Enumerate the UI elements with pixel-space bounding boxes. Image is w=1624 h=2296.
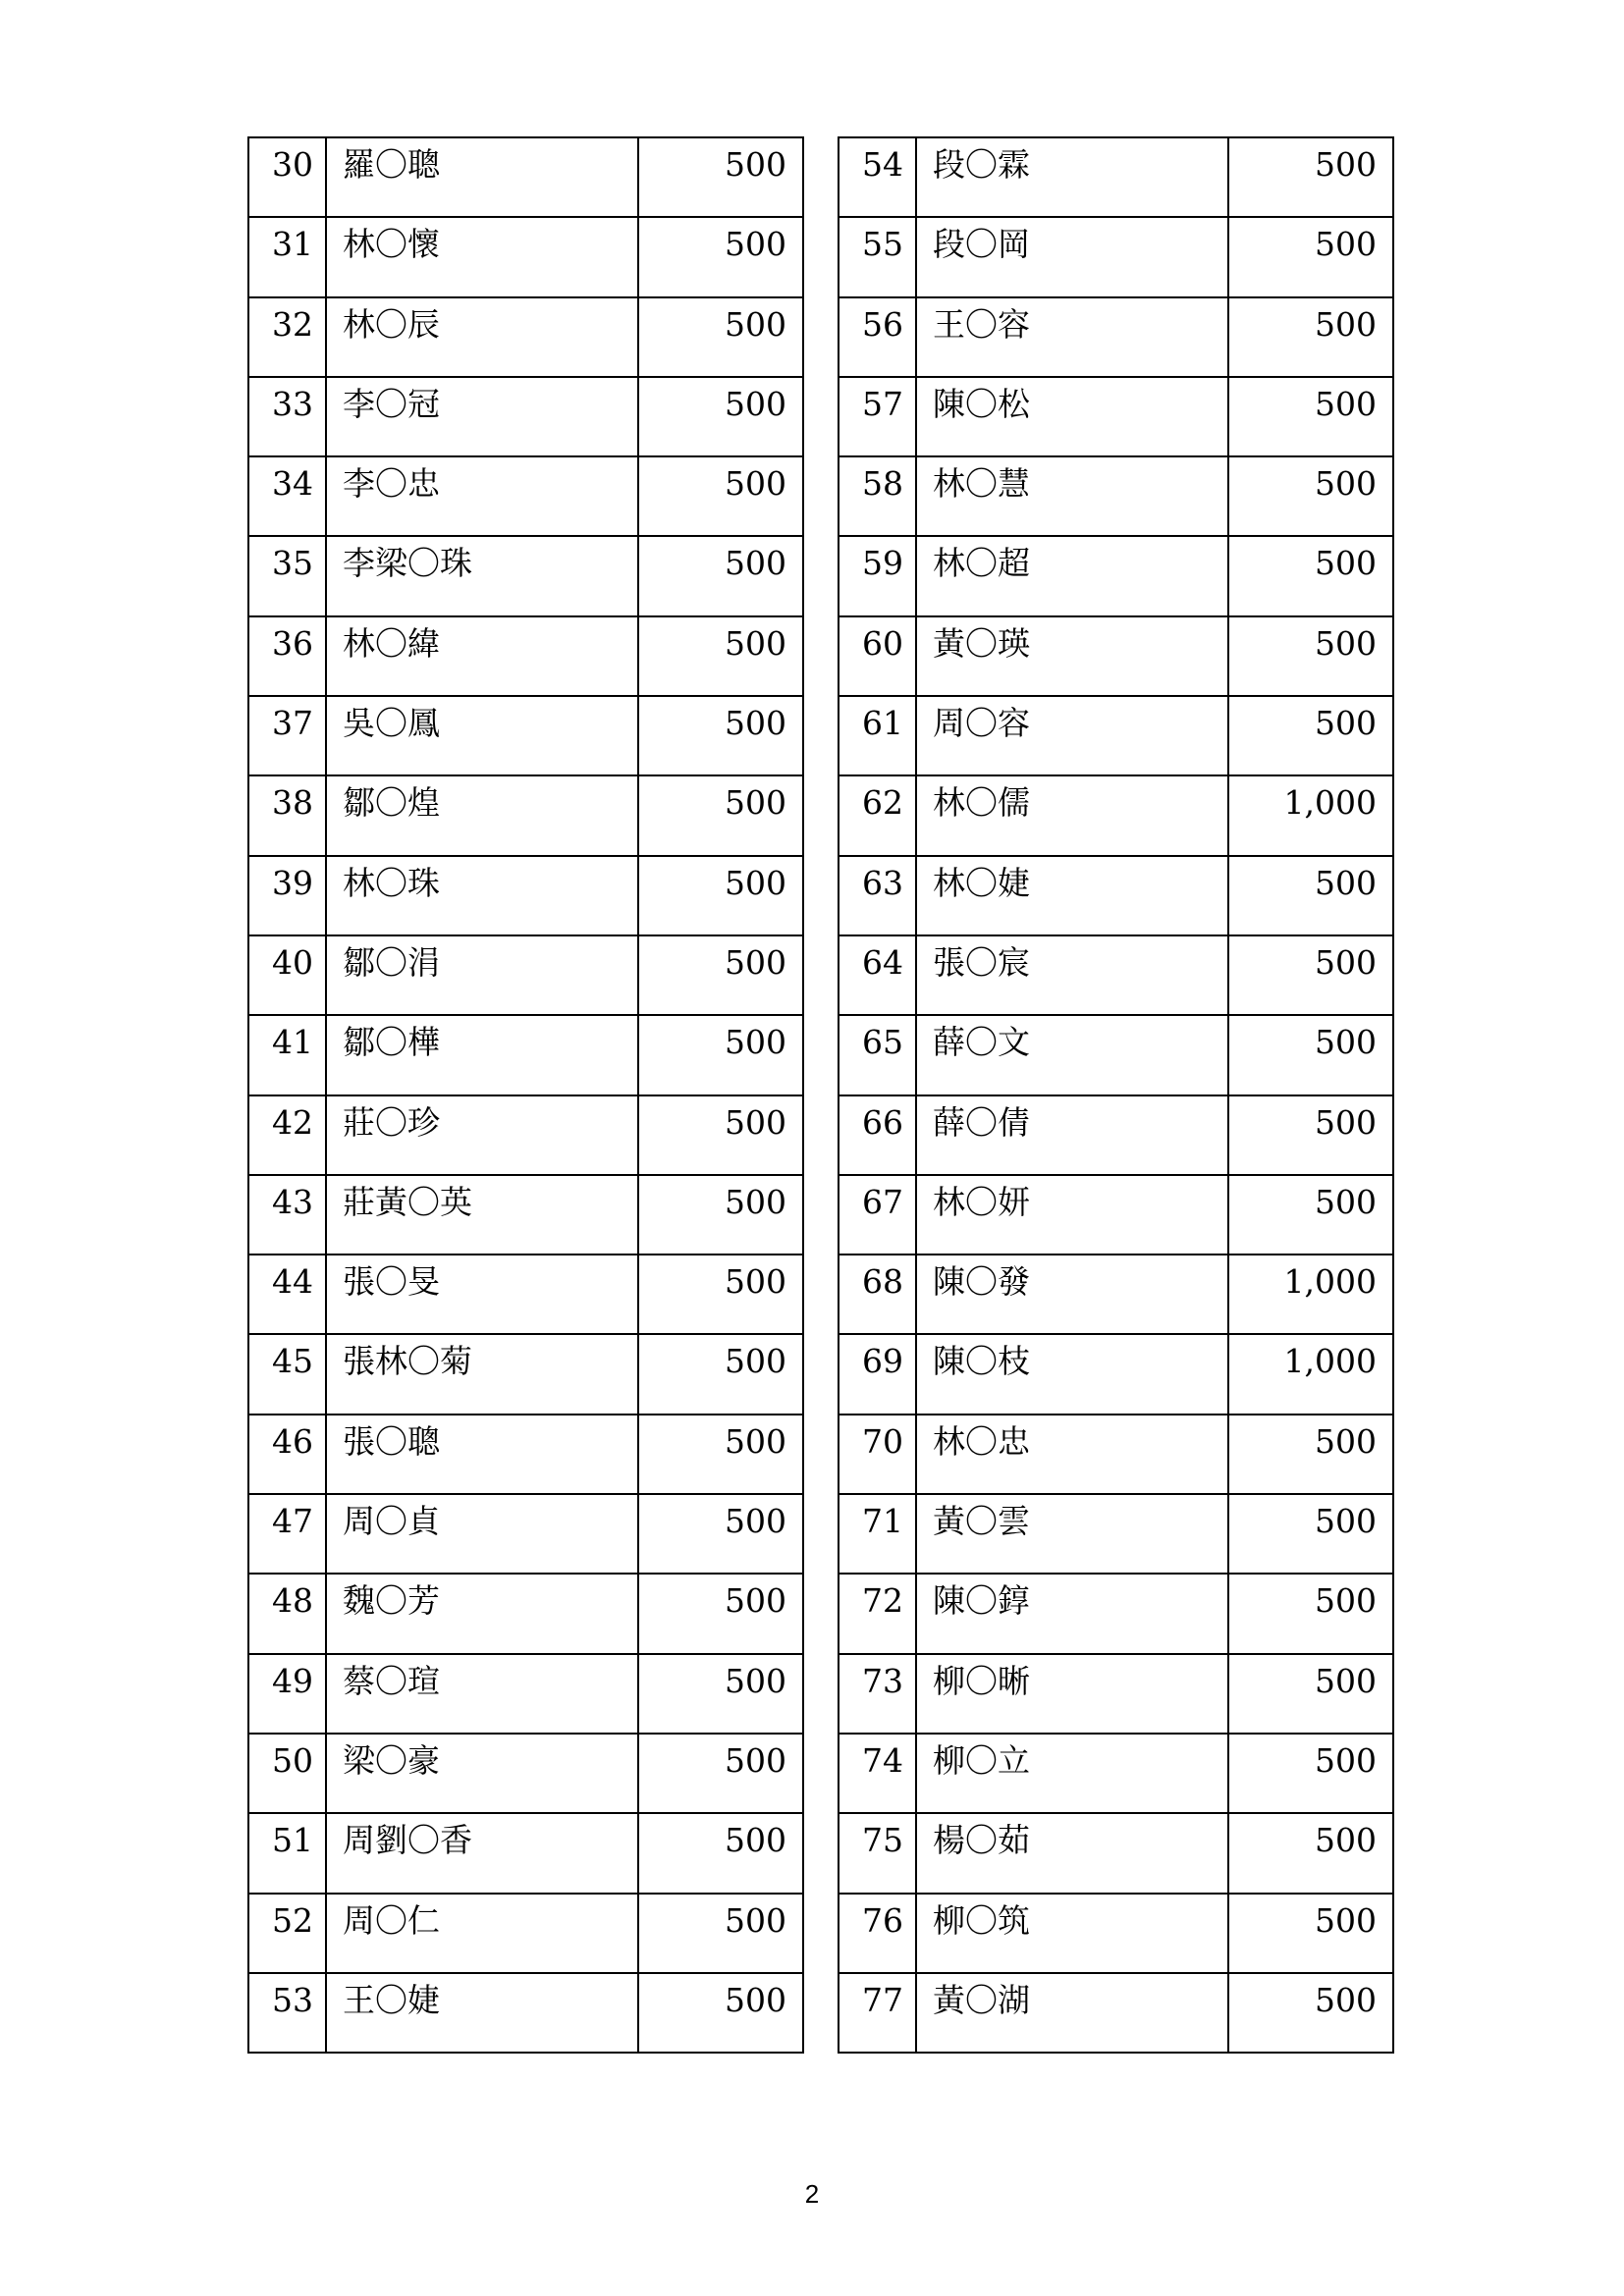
row-number: 42 — [248, 1095, 326, 1175]
donation-amount: 500 — [1228, 1415, 1393, 1494]
donor-name: 李〇忠 — [326, 456, 638, 536]
donor-name: 鄒〇樺 — [326, 1015, 638, 1095]
donor-name: 柳〇立 — [916, 1734, 1228, 1813]
donation-amount: 500 — [638, 1175, 803, 1255]
table-row — [839, 1973, 1393, 2053]
row-number: 77 — [839, 1973, 916, 2053]
donation-amount: 500 — [1228, 137, 1393, 217]
donor-name: 蔡〇瑄 — [326, 1654, 638, 1734]
donor-table-left-body — [248, 137, 803, 2053]
donation-amount: 500 — [638, 935, 803, 1015]
donation-amount: 500 — [638, 536, 803, 615]
row-number: 67 — [839, 1175, 916, 1255]
row-number: 34 — [248, 456, 326, 536]
table-row — [248, 137, 803, 217]
table-row — [839, 1334, 1393, 1414]
table-row — [839, 1255, 1393, 1334]
table-row — [839, 616, 1393, 696]
row-number: 39 — [248, 856, 326, 935]
donation-amount: 500 — [638, 1415, 803, 1494]
table-row — [839, 217, 1393, 296]
donor-name: 莊〇珍 — [326, 1095, 638, 1175]
donor-name: 林〇婕 — [916, 856, 1228, 935]
donation-amount: 500 — [1228, 1654, 1393, 1734]
donation-amount: 500 — [638, 1015, 803, 1095]
table-row — [839, 1654, 1393, 1734]
table-row — [248, 1894, 803, 1973]
donor-name: 林〇辰 — [326, 297, 638, 377]
donor-name: 黃〇瑛 — [916, 616, 1228, 696]
row-number: 41 — [248, 1015, 326, 1095]
donation-amount: 500 — [638, 1574, 803, 1653]
donation-amount: 500 — [638, 1334, 803, 1414]
table-row — [839, 1734, 1393, 1813]
table-row — [248, 1175, 803, 1255]
table-row — [839, 536, 1393, 615]
page-number: 2 — [804, 2179, 820, 2209]
row-number: 35 — [248, 536, 326, 615]
donor-name: 林〇忠 — [916, 1415, 1228, 1494]
table-row — [839, 377, 1393, 456]
table-row — [248, 1574, 803, 1653]
table-row — [839, 1813, 1393, 1893]
row-number: 66 — [839, 1095, 916, 1175]
row-number: 51 — [248, 1813, 326, 1893]
table-row — [248, 1415, 803, 1494]
row-number: 73 — [839, 1654, 916, 1734]
donation-amount: 500 — [1228, 536, 1393, 615]
row-number: 55 — [839, 217, 916, 296]
donation-amount: 500 — [1228, 1175, 1393, 1255]
donation-amount: 500 — [1228, 456, 1393, 536]
donor-name: 林〇慧 — [916, 456, 1228, 536]
table-row — [248, 1494, 803, 1574]
donor-name: 陳〇松 — [916, 377, 1228, 456]
table-row — [839, 137, 1393, 217]
row-number: 75 — [839, 1813, 916, 1893]
table-row — [248, 935, 803, 1015]
donation-amount: 500 — [638, 856, 803, 935]
table-row — [248, 1334, 803, 1414]
row-number: 54 — [839, 137, 916, 217]
donor-name: 梁〇豪 — [326, 1734, 638, 1813]
donor-name: 陳〇發 — [916, 1255, 1228, 1334]
donation-amount: 500 — [638, 1813, 803, 1893]
donation-amount: 500 — [1228, 377, 1393, 456]
donation-amount: 1,000 — [1228, 1334, 1393, 1414]
donor-name: 張林〇菊 — [326, 1334, 638, 1414]
donation-amount: 1,000 — [1228, 1255, 1393, 1334]
table-row — [839, 935, 1393, 1015]
donation-amount: 500 — [1228, 696, 1393, 775]
row-number: 63 — [839, 856, 916, 935]
row-number: 64 — [839, 935, 916, 1015]
donation-amount: 500 — [638, 377, 803, 456]
donor-name: 林〇緯 — [326, 616, 638, 696]
donor-name: 林〇超 — [916, 536, 1228, 615]
donation-amount: 500 — [638, 297, 803, 377]
table-row — [839, 696, 1393, 775]
donor-name: 林〇懷 — [326, 217, 638, 296]
donation-amount: 500 — [638, 1095, 803, 1175]
donor-table-left — [247, 136, 804, 2054]
table-row — [248, 775, 803, 855]
donation-amount: 500 — [1228, 297, 1393, 377]
donation-amount: 500 — [1228, 856, 1393, 935]
row-number: 58 — [839, 456, 916, 536]
donation-amount: 500 — [1228, 1973, 1393, 2053]
donation-amount: 500 — [1228, 935, 1393, 1015]
row-number: 46 — [248, 1415, 326, 1494]
donor-name: 張〇宸 — [916, 935, 1228, 1015]
row-number: 31 — [248, 217, 326, 296]
donor-name: 鄒〇涓 — [326, 935, 638, 1015]
table-row — [248, 377, 803, 456]
donor-name: 周劉〇香 — [326, 1813, 638, 1893]
table-row — [839, 456, 1393, 536]
table-row — [248, 856, 803, 935]
donor-name: 魏〇芳 — [326, 1574, 638, 1653]
row-number: 74 — [839, 1734, 916, 1813]
table-row — [839, 1415, 1393, 1494]
donation-amount: 500 — [1228, 1015, 1393, 1095]
table-row — [248, 536, 803, 615]
donor-name: 張〇聰 — [326, 1415, 638, 1494]
donation-amount: 500 — [1228, 616, 1393, 696]
row-number: 76 — [839, 1894, 916, 1973]
donor-name: 王〇容 — [916, 297, 1228, 377]
row-number: 49 — [248, 1654, 326, 1734]
row-number: 52 — [248, 1894, 326, 1973]
table-row — [248, 1095, 803, 1175]
donation-amount: 500 — [638, 1894, 803, 1973]
donor-table-right-body — [839, 137, 1393, 2053]
table-row — [839, 1494, 1393, 1574]
row-number: 60 — [839, 616, 916, 696]
donor-name: 林〇妍 — [916, 1175, 1228, 1255]
row-number: 70 — [839, 1415, 916, 1494]
donor-name: 周〇仁 — [326, 1894, 638, 1973]
row-number: 48 — [248, 1574, 326, 1653]
donor-name: 段〇霖 — [916, 137, 1228, 217]
row-number: 43 — [248, 1175, 326, 1255]
row-number: 65 — [839, 1015, 916, 1095]
table-row — [839, 1894, 1393, 1973]
donation-amount: 500 — [638, 1734, 803, 1813]
donation-amount: 1,000 — [1228, 775, 1393, 855]
donation-amount: 500 — [1228, 1095, 1393, 1175]
row-number: 57 — [839, 377, 916, 456]
row-number: 50 — [248, 1734, 326, 1813]
donation-amount: 500 — [1228, 217, 1393, 296]
table-row — [839, 856, 1393, 935]
donor-name: 周〇容 — [916, 696, 1228, 775]
donor-name: 林〇儒 — [916, 775, 1228, 855]
table-row — [248, 696, 803, 775]
table-row — [248, 297, 803, 377]
donor-name: 楊〇茹 — [916, 1813, 1228, 1893]
table-row — [248, 1015, 803, 1095]
donor-table-right — [838, 136, 1394, 2054]
row-number: 32 — [248, 297, 326, 377]
donation-amount: 500 — [638, 456, 803, 536]
donor-name: 陳〇錞 — [916, 1574, 1228, 1653]
donor-name: 張〇旻 — [326, 1255, 638, 1334]
row-number: 72 — [839, 1574, 916, 1653]
table-row — [248, 616, 803, 696]
row-number: 40 — [248, 935, 326, 1015]
table-row — [248, 1654, 803, 1734]
table-row — [839, 1574, 1393, 1653]
row-number: 38 — [248, 775, 326, 855]
row-number: 56 — [839, 297, 916, 377]
donation-amount: 500 — [1228, 1813, 1393, 1893]
row-number: 45 — [248, 1334, 326, 1414]
table-row — [248, 456, 803, 536]
donor-name: 黃〇雲 — [916, 1494, 1228, 1574]
donor-name: 王〇婕 — [326, 1973, 638, 2053]
table-row — [839, 1175, 1393, 1255]
donation-amount: 500 — [638, 616, 803, 696]
row-number: 37 — [248, 696, 326, 775]
donor-name: 柳〇晰 — [916, 1654, 1228, 1734]
table-row — [839, 1015, 1393, 1095]
donation-amount: 500 — [1228, 1574, 1393, 1653]
row-number: 61 — [839, 696, 916, 775]
donation-amount: 500 — [638, 1255, 803, 1334]
donor-name: 林〇珠 — [326, 856, 638, 935]
donor-name: 陳〇枝 — [916, 1334, 1228, 1414]
row-number: 62 — [839, 775, 916, 855]
table-row — [839, 1095, 1393, 1175]
donor-name: 李梁〇珠 — [326, 536, 638, 615]
donation-amount: 500 — [638, 1494, 803, 1574]
table-row — [248, 1255, 803, 1334]
row-number: 68 — [839, 1255, 916, 1334]
row-number: 44 — [248, 1255, 326, 1334]
row-number: 33 — [248, 377, 326, 456]
donor-name: 李〇冠 — [326, 377, 638, 456]
donation-amount: 500 — [1228, 1734, 1393, 1813]
row-number: 71 — [839, 1494, 916, 1574]
donation-amount: 500 — [638, 775, 803, 855]
donor-name: 柳〇筑 — [916, 1894, 1228, 1973]
row-number: 59 — [839, 536, 916, 615]
donor-name: 周〇貞 — [326, 1494, 638, 1574]
donor-name: 黃〇湖 — [916, 1973, 1228, 2053]
donation-amount: 500 — [638, 217, 803, 296]
table-row — [248, 1813, 803, 1893]
donation-amount: 500 — [638, 1654, 803, 1734]
row-number: 47 — [248, 1494, 326, 1574]
donation-amount: 500 — [638, 696, 803, 775]
row-number: 36 — [248, 616, 326, 696]
donor-name: 吳〇鳳 — [326, 696, 638, 775]
donor-name: 薛〇倩 — [916, 1095, 1228, 1175]
donor-name: 莊黃〇英 — [326, 1175, 638, 1255]
donor-name: 段〇岡 — [916, 217, 1228, 296]
row-number: 69 — [839, 1334, 916, 1414]
donation-amount: 500 — [1228, 1894, 1393, 1973]
row-number: 53 — [248, 1973, 326, 2053]
donation-amount: 500 — [1228, 1494, 1393, 1574]
table-row — [839, 775, 1393, 855]
table-row — [248, 1734, 803, 1813]
table-row — [248, 1973, 803, 2053]
donor-name: 羅〇聰 — [326, 137, 638, 217]
table-row — [839, 297, 1393, 377]
donor-name: 薛〇文 — [916, 1015, 1228, 1095]
donor-name: 鄒〇煌 — [326, 775, 638, 855]
donation-amount: 500 — [638, 137, 803, 217]
table-row — [248, 217, 803, 296]
donation-amount: 500 — [638, 1973, 803, 2053]
row-number: 30 — [248, 137, 326, 217]
